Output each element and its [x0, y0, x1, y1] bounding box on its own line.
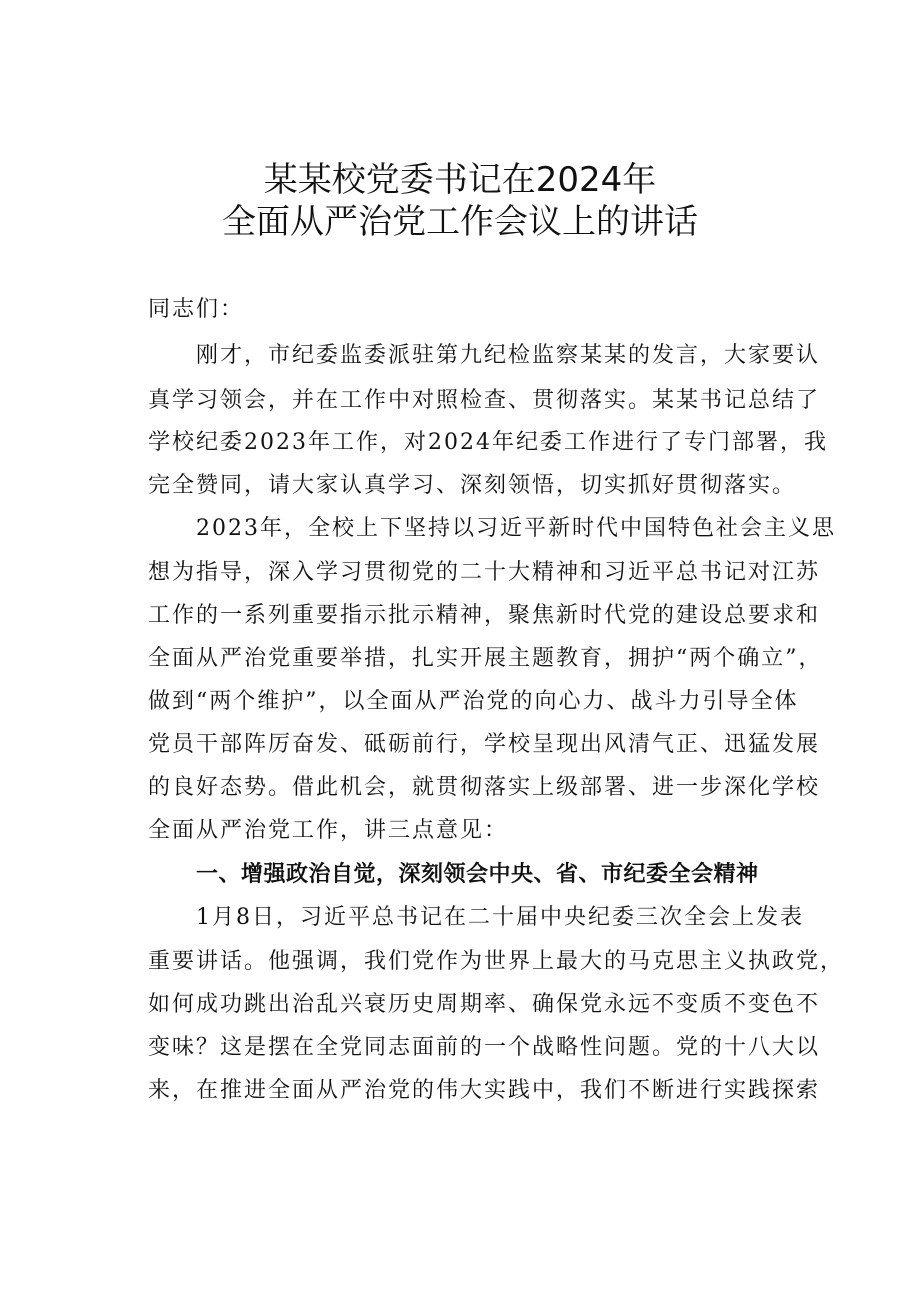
paragraph-1-line: 完全赞同，请大家认真学习、深刻领悟，切实抓好贯彻落实。 — [148, 473, 797, 498]
document-title-line-1: 某某校党委书记在2024年 — [263, 160, 657, 200]
paragraph-2-line: 全面从严治党重要举措，扎实开展主题教育，拥护“两个确立”， — [148, 646, 823, 671]
paragraph-3-line: 变味？这是摆在全党同志面前的一个战略性问题。党的十八大以 — [148, 1035, 821, 1060]
salutation: 同志们： — [148, 297, 245, 322]
section-heading: 一、增强政治自觉，深刻领会中央、省、市纪委全会精神 — [196, 862, 759, 887]
paragraph-2-line: 党员干部阵厉奋发、砥砺前行，学校呈现出风清气正、迅猛发展 — [148, 732, 821, 757]
paragraph-3-line: 1月8日，习近平总书记在二十届中央纪委三次全会上发表 — [196, 905, 804, 930]
document-title-line-2: 全面从严治党工作会议上的讲话 — [222, 202, 698, 242]
paragraph-3-line: 重要讲话。他强调，我们党作为世界上最大的马克思主义执政党， — [148, 949, 845, 974]
paragraph-3-line: 如何成功跳出治乱兴衰历史周期率、确保党永远不变质不变色不 — [148, 992, 821, 1017]
paragraph-3-line: 来，在推进全面从严治党的伟大实践中，我们不断进行实践探索 — [148, 1078, 821, 1103]
paragraph-2-line: 做到“两个维护”，以全面从严治党的向心力、战斗力引导全体 — [148, 689, 799, 714]
paragraph-1-line: 真学习领会，并在工作中对照检查、贯彻落实。某某书记总结了 — [148, 388, 821, 413]
paragraph-1-line: 学校纪委2023年工作，对2024年纪委工作进行了专门部署，我 — [148, 430, 828, 455]
paragraph-2-line: 全面从严治党工作，讲三点意见： — [148, 818, 509, 843]
paragraph-2-line: 工作的一系列重要指示批示精神，聚焦新时代党的建设总要求和 — [148, 603, 821, 628]
paragraph-2-line: 的良好态势。借此机会，就贯彻落实上级部署、进一步深化学校 — [148, 775, 821, 800]
paragraph-2-line: 想为指导，深入学习贯彻党的二十大精神和习近平总书记对江苏 — [148, 560, 821, 585]
paragraph-2-line: 2023年，全校上下坚持以习近平新时代中国特色社会主义思 — [196, 516, 836, 541]
paragraph-1-line: 刚才，市纪委监委派驻第九纪检监察某某的发言，大家要认 — [196, 343, 821, 368]
